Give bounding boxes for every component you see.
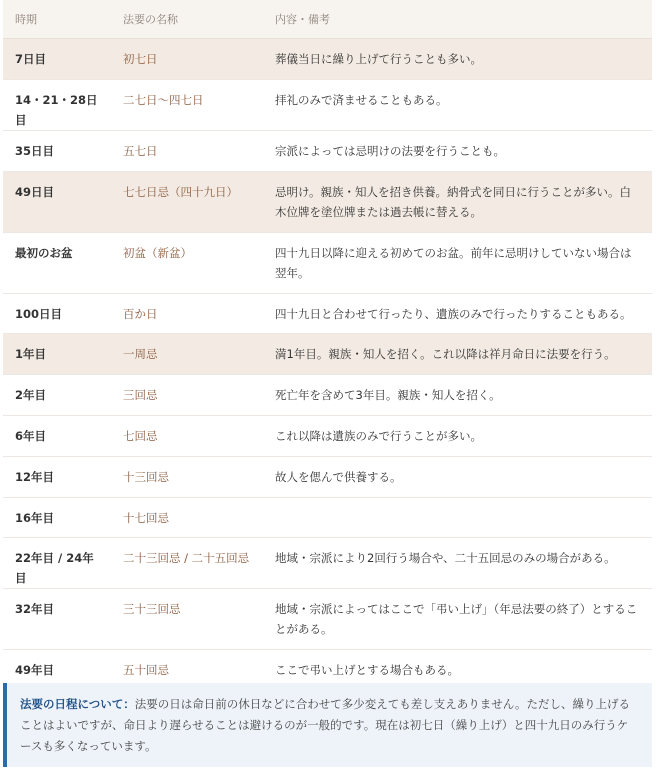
service-name-cell: 百か日 (111, 294, 263, 334)
table-row (3, 375, 652, 416)
service-name-cell: 初盆（新盆） (111, 233, 263, 294)
note-label: 法要の日程について： (20, 697, 135, 711)
service-name-cell: 三回忌 (111, 375, 263, 416)
service-name-cell: 十七回忌 (111, 498, 263, 538)
table-row (3, 131, 652, 172)
description-cell (263, 498, 652, 538)
table-row (3, 498, 652, 538)
description-cell: 拝礼のみで済ませることもある。 (263, 80, 652, 131)
memorial-schedule-table (3, 0, 652, 691)
service-name-cell: 五十回忌 (111, 650, 263, 691)
description-cell: 葬儀当日に繰り上げて行うことも多い。 (263, 39, 652, 80)
service-name-cell: 七回忌 (111, 416, 263, 457)
table-row (3, 457, 652, 498)
period-cell: 7日目 (3, 39, 111, 80)
table-row (3, 334, 652, 375)
service-name-cell: 一周忌 (111, 334, 263, 375)
memorial-schedule-table-container (3, 0, 652, 691)
period-cell: 22年目 / 24年目 (3, 538, 111, 589)
period-cell: 14・21・28日目 (3, 80, 111, 131)
table-row (3, 416, 652, 457)
service-name-cell: 十三回忌 (111, 457, 263, 498)
table-row (3, 294, 652, 334)
service-name-cell: 二七日〜四七日 (111, 80, 263, 131)
service-name-cell: 七七日忌（四十九日） (111, 172, 263, 233)
description-cell: 四十九日と合わせて行ったり、遺族のみで行ったりすることもある。 (263, 294, 652, 334)
table-row (3, 589, 652, 650)
service-name-cell: 五七日 (111, 131, 263, 172)
description-cell: 忌明け。親族・知人を招き供養。納骨式を同日に行うことが多い。白木位牌を塗位牌または過去帳に替える。 (263, 172, 652, 233)
description-cell: 四十九日以降に迎える初めてのお盆。前年に忌明けしていない場合は翌年。 (263, 233, 652, 294)
period-cell: 49年目 (3, 650, 111, 691)
description-cell: 死亡年を含めて3年目。親族・知人を招く。 (263, 375, 652, 416)
service-name-cell: 初七日 (111, 39, 263, 80)
period-cell: 16年目 (3, 498, 111, 538)
table-header (3, 0, 652, 39)
period-cell: 35日目 (3, 131, 111, 172)
description-cell: 地域・宗派によってはここで「弔い上げ」（年忌法要の終了）とすることがある。 (263, 589, 652, 650)
period-cell: 2年目 (3, 375, 111, 416)
table-row (3, 172, 652, 233)
description-cell: これ以降は遺族のみで行うことが多い。 (263, 416, 652, 457)
table-row (3, 538, 652, 589)
period-cell: 32年目 (3, 589, 111, 650)
header-period: 時期 (3, 0, 111, 39)
period-cell: 最初のお盆 (3, 233, 111, 294)
service-name-cell: 二十三回忌 / 二十五回忌 (111, 538, 263, 589)
description-cell: 宗派によっては忌明けの法要を行うことも。 (263, 131, 652, 172)
table-row (3, 39, 652, 80)
table-header-row (3, 0, 652, 39)
note-text: 法要の日は命日前の休日などに合わせて多少変えても差し支えありません。ただし、繰り上げることはよいですが、命日より遅らせることは避けるのが一般的です。現在は初七日（繰り上げ）と四十九日のみ行うケースも多くなっています。 (20, 697, 630, 753)
period-cell: 1年目 (3, 334, 111, 375)
header-service-name: 法要の名称 (111, 0, 263, 39)
table-row (3, 80, 652, 131)
schedule-note (3, 683, 652, 767)
period-cell: 49日目 (3, 172, 111, 233)
table-body (3, 39, 652, 691)
period-cell: 6年目 (3, 416, 111, 457)
description-cell: 故人を偲んで供養する。 (263, 457, 652, 498)
description-cell: ここで弔い上げとする場合もある。 (263, 650, 652, 691)
period-cell: 12年目 (3, 457, 111, 498)
description-cell: 満1年目。親族・知人を招く。これ以降は祥月命日に法要を行う。 (263, 334, 652, 375)
service-name-cell: 三十三回忌 (111, 589, 263, 650)
table-row (3, 233, 652, 294)
period-cell: 100日目 (3, 294, 111, 334)
header-description: 内容・備考 (263, 0, 652, 39)
description-cell: 地域・宗派により2回行う場合や、二十五回忌のみの場合がある。 (263, 538, 652, 589)
